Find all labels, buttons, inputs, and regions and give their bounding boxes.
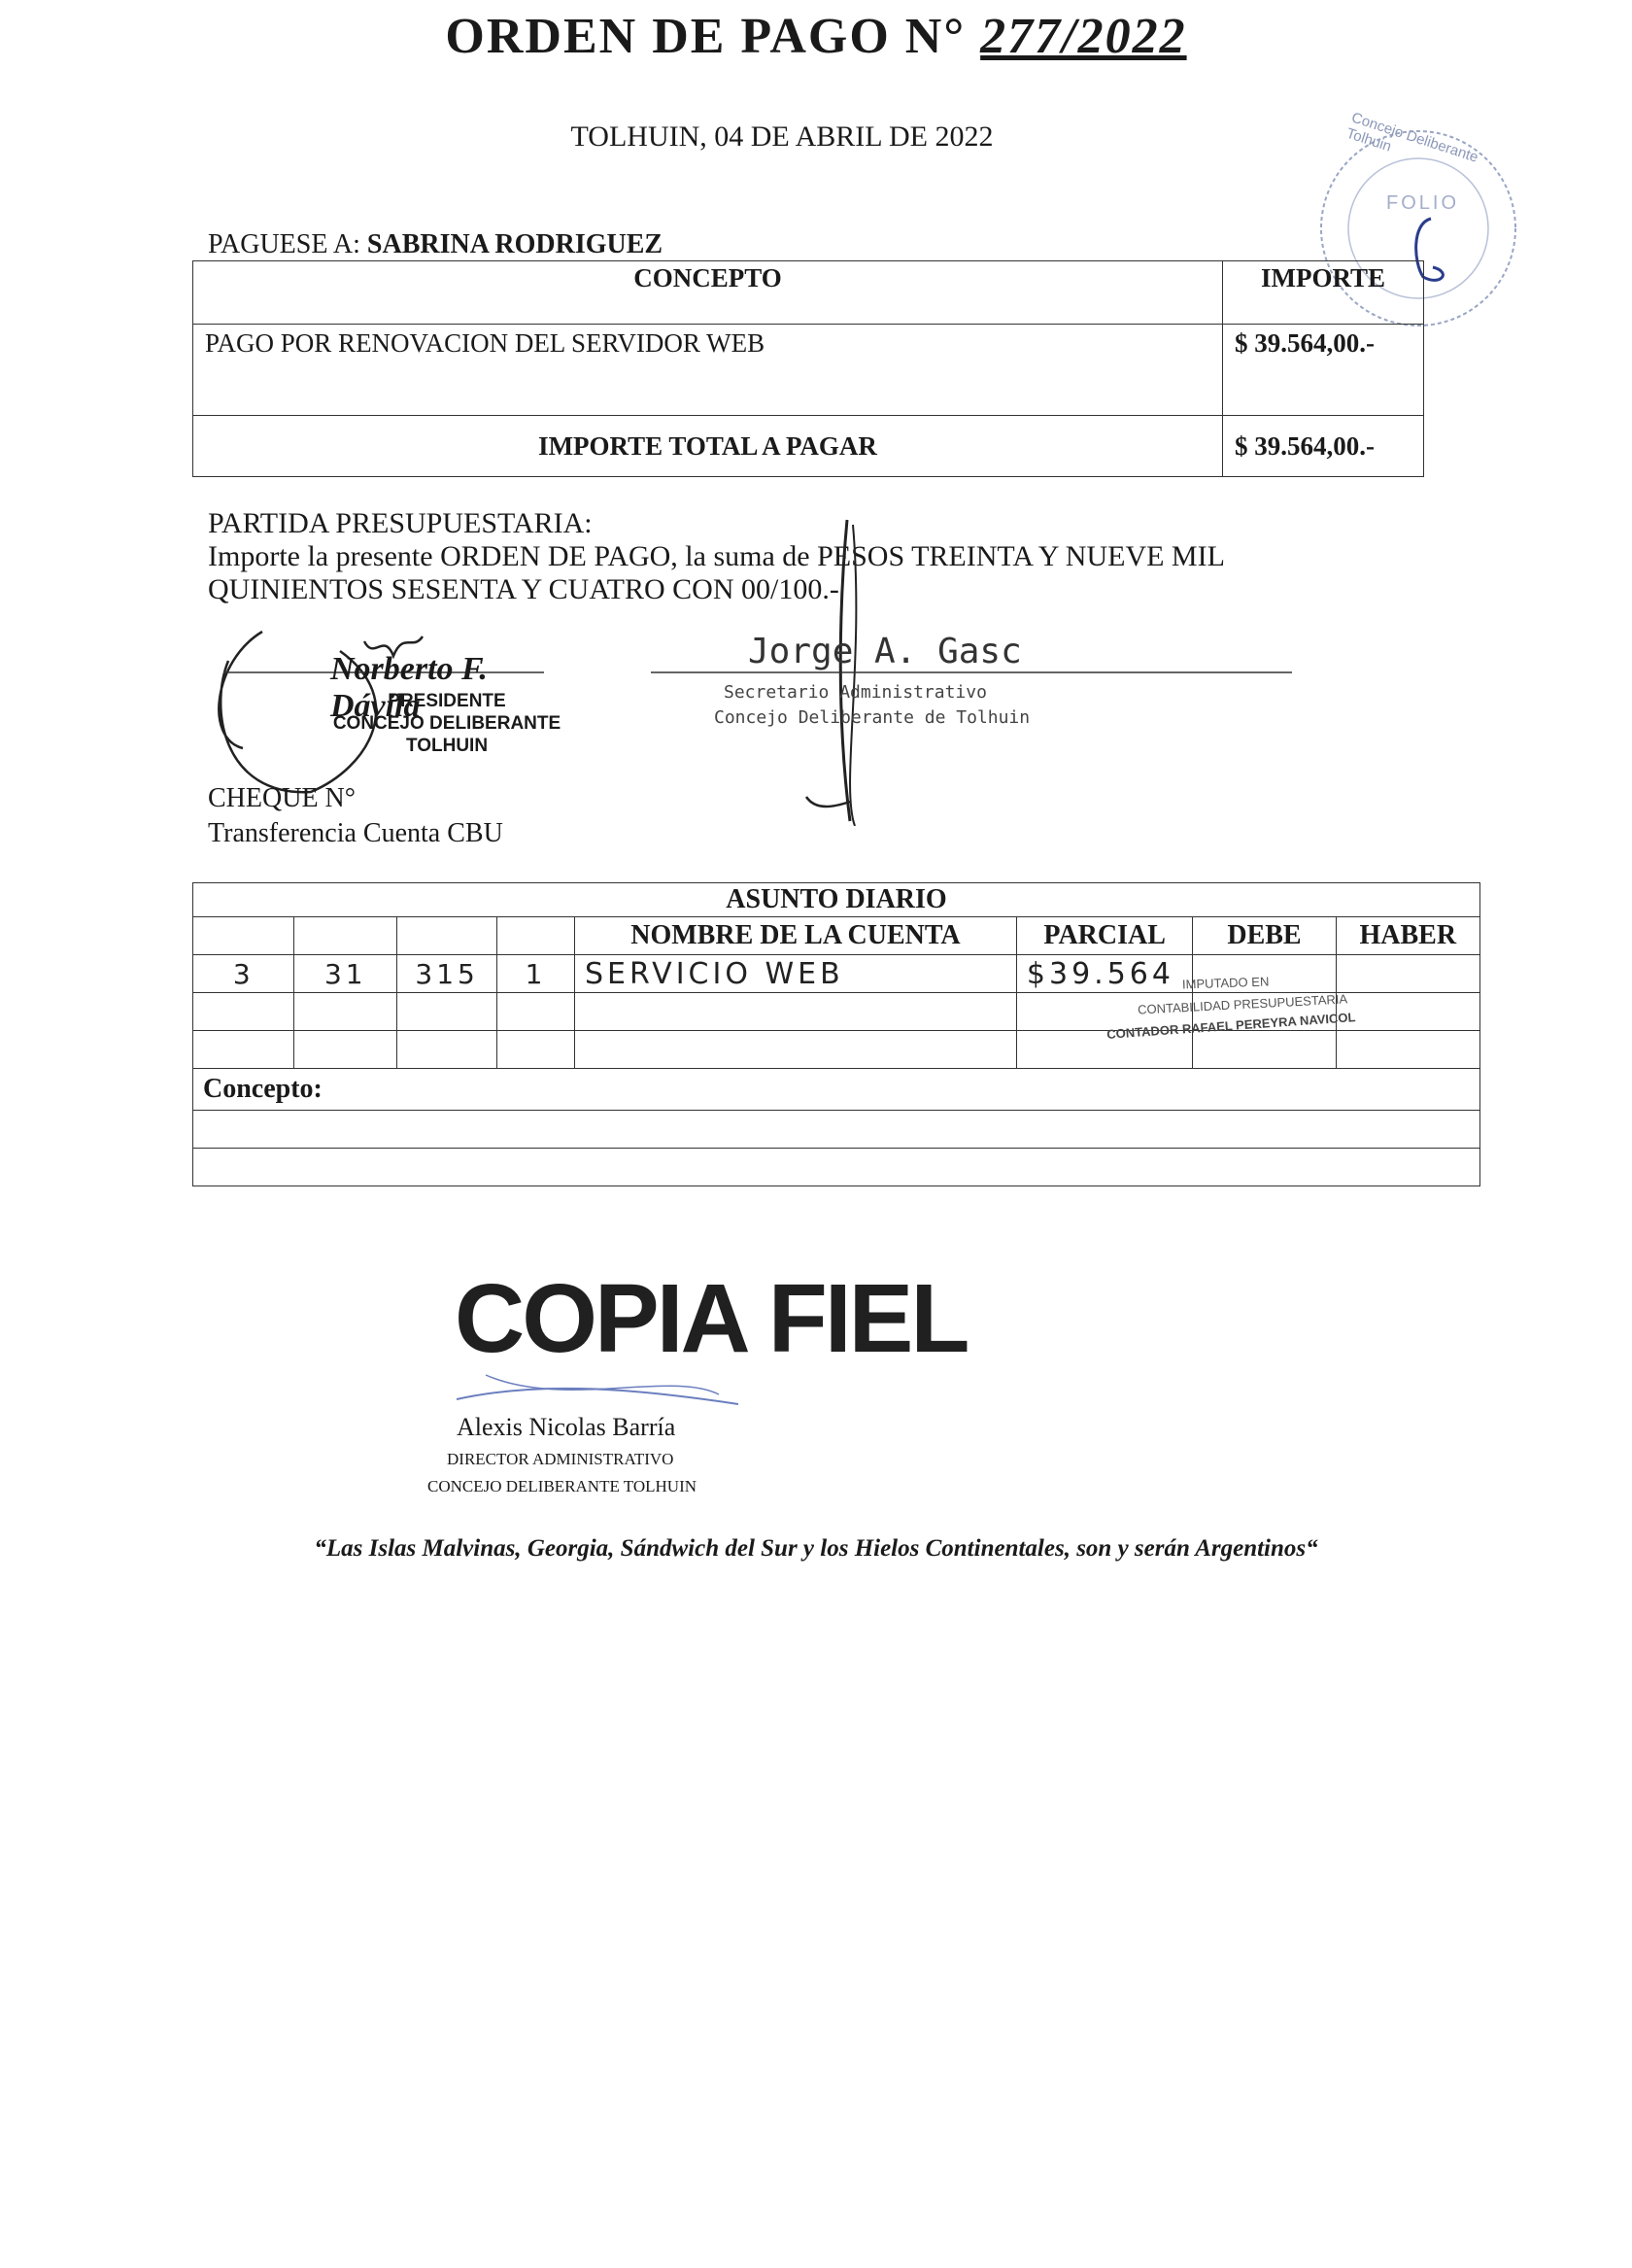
budget-line-2: QUINIENTOS SESENTA Y CUATRO CON 00/100.- xyxy=(208,573,839,605)
copia-signature xyxy=(427,1360,777,1516)
right-signature xyxy=(641,515,1302,826)
journal-code-2: 31 xyxy=(294,955,397,993)
journal-account-handwritten: SERVICIO WEB xyxy=(574,955,1016,993)
copia-signer-role: DIRECTOR ADMINISTRATIVO xyxy=(447,1450,674,1468)
col-debit: DEBE xyxy=(1193,917,1336,955)
order-number: 277/2022 xyxy=(980,9,1187,64)
accounting-stamp xyxy=(1103,972,1423,1059)
folio-stamp-label: FOLIO xyxy=(1386,192,1460,214)
budget-label: PARTIDA PRESUPUESTARIA: xyxy=(208,507,593,539)
accounting-stamp-line-3: CONTADOR RAFAEL PEREYRA NAVICOL xyxy=(1105,1010,1356,1042)
payee-name: SABRINA RODRIGUEZ xyxy=(366,229,663,259)
payee-label: PAGUESE A: xyxy=(208,229,360,259)
col-amount: IMPORTE xyxy=(1223,261,1424,325)
journal-empty-cell xyxy=(574,1031,1016,1069)
cheque-label: CHEQUE N° xyxy=(208,783,356,813)
journal-empty-cell xyxy=(193,993,294,1031)
journal-title: ASUNTO DIARIO xyxy=(193,883,1480,917)
journal-empty-cell xyxy=(574,993,1016,1031)
payee-line xyxy=(208,229,663,260)
copia-signer-name: Alexis Nicolas Barría xyxy=(457,1413,676,1441)
right-signer-org: Concejo Deliberante de Tolhuin xyxy=(714,707,1031,728)
payment-table xyxy=(192,260,1424,477)
journal-code-4: 1 xyxy=(497,955,575,993)
journal-partial-handwritten: $39.564 xyxy=(1016,955,1193,993)
footer-motto: “Las Islas Malvinas, Georgia, Sándwich del Sur y los Hielos Continentales, son y serán Argentinos“ xyxy=(314,1535,1318,1562)
journal-empty-cell xyxy=(193,1149,1480,1186)
col-concept: CONCEPTO xyxy=(193,261,1223,325)
journal-empty-cell xyxy=(294,1031,397,1069)
budget-line-1: Importe la presente ORDEN DE PAGO, la suma de PESOS TREINTA Y NUEVE MIL xyxy=(208,540,1225,572)
payment-table-header xyxy=(193,261,1424,325)
payment-row-amount: $ 39.564,00.- xyxy=(1223,325,1424,416)
left-signer-org-1: CONCEJO DELIBERANTE xyxy=(332,713,561,734)
journal-empty-cell xyxy=(397,993,497,1031)
payment-total-row xyxy=(193,416,1424,477)
payment-row-concept: PAGO POR RENOVACION DEL SERVIDOR WEB xyxy=(193,325,1223,416)
left-signer-org-2: TOLHUIN xyxy=(405,736,489,756)
journal-title-row xyxy=(193,883,1480,917)
right-signer-name: Jorge A. Gasc xyxy=(748,632,1022,671)
transfer-label: Transferencia Cuenta CBU xyxy=(208,818,503,848)
title-prefix: ORDEN DE PAGO N° xyxy=(445,9,967,64)
journal-empty-cell xyxy=(193,1111,1480,1149)
total-amount: $ 39.564,00.- xyxy=(1223,416,1424,477)
left-signer-role: PRESIDENTE xyxy=(388,691,506,711)
journal-empty-cell xyxy=(497,1031,575,1069)
journal-concept-label: Concepto: xyxy=(193,1069,1480,1111)
journal-concept-row xyxy=(193,1069,1480,1111)
folio-stamp-org: Concejo Deliberante Tolhuin xyxy=(1343,109,1480,166)
col-account-name: NOMBRE DE LA CUENTA xyxy=(574,917,1016,955)
payment-row xyxy=(193,325,1424,416)
journal-empty-cell xyxy=(397,1031,497,1069)
right-signer-role: Secretario Administrativo xyxy=(724,682,987,703)
journal-code-3: 315 xyxy=(397,955,497,993)
dateline: TOLHUIN, 04 DE ABRIL DE 2022 xyxy=(570,120,994,153)
col-partial: PARCIAL xyxy=(1016,917,1193,955)
journal-empty-cell xyxy=(294,917,397,955)
journal-code-1: 3 xyxy=(193,955,294,993)
journal-empty-cell xyxy=(497,993,575,1031)
accounting-stamp-line-2: CONTABILIDAD PRESUPUESTARIA xyxy=(1137,991,1348,1017)
document-title xyxy=(0,8,1632,65)
journal-header-row xyxy=(193,917,1480,955)
journal-empty-cell xyxy=(193,1031,294,1069)
journal-concept-line xyxy=(193,1111,1480,1149)
journal-empty-cell xyxy=(397,917,497,955)
copia-fiel-stamp: COPIA FIEL xyxy=(455,1264,968,1373)
journal-empty-cell xyxy=(294,993,397,1031)
copia-signature-scribble-icon xyxy=(427,1360,777,1419)
total-label: IMPORTE TOTAL A PAGAR xyxy=(193,416,1223,477)
accounting-stamp-line-1: IMPUTADO EN xyxy=(1181,974,1270,992)
col-credit: HABER xyxy=(1336,917,1479,955)
copia-signer-org: CONCEJO DELIBERANTE TOLHUIN xyxy=(427,1477,697,1495)
left-signer-name: Norberto F. Dávila xyxy=(330,651,488,724)
journal-empty-cell xyxy=(497,917,575,955)
journal-empty-cell xyxy=(193,917,294,955)
journal-concept-line xyxy=(193,1149,1480,1186)
